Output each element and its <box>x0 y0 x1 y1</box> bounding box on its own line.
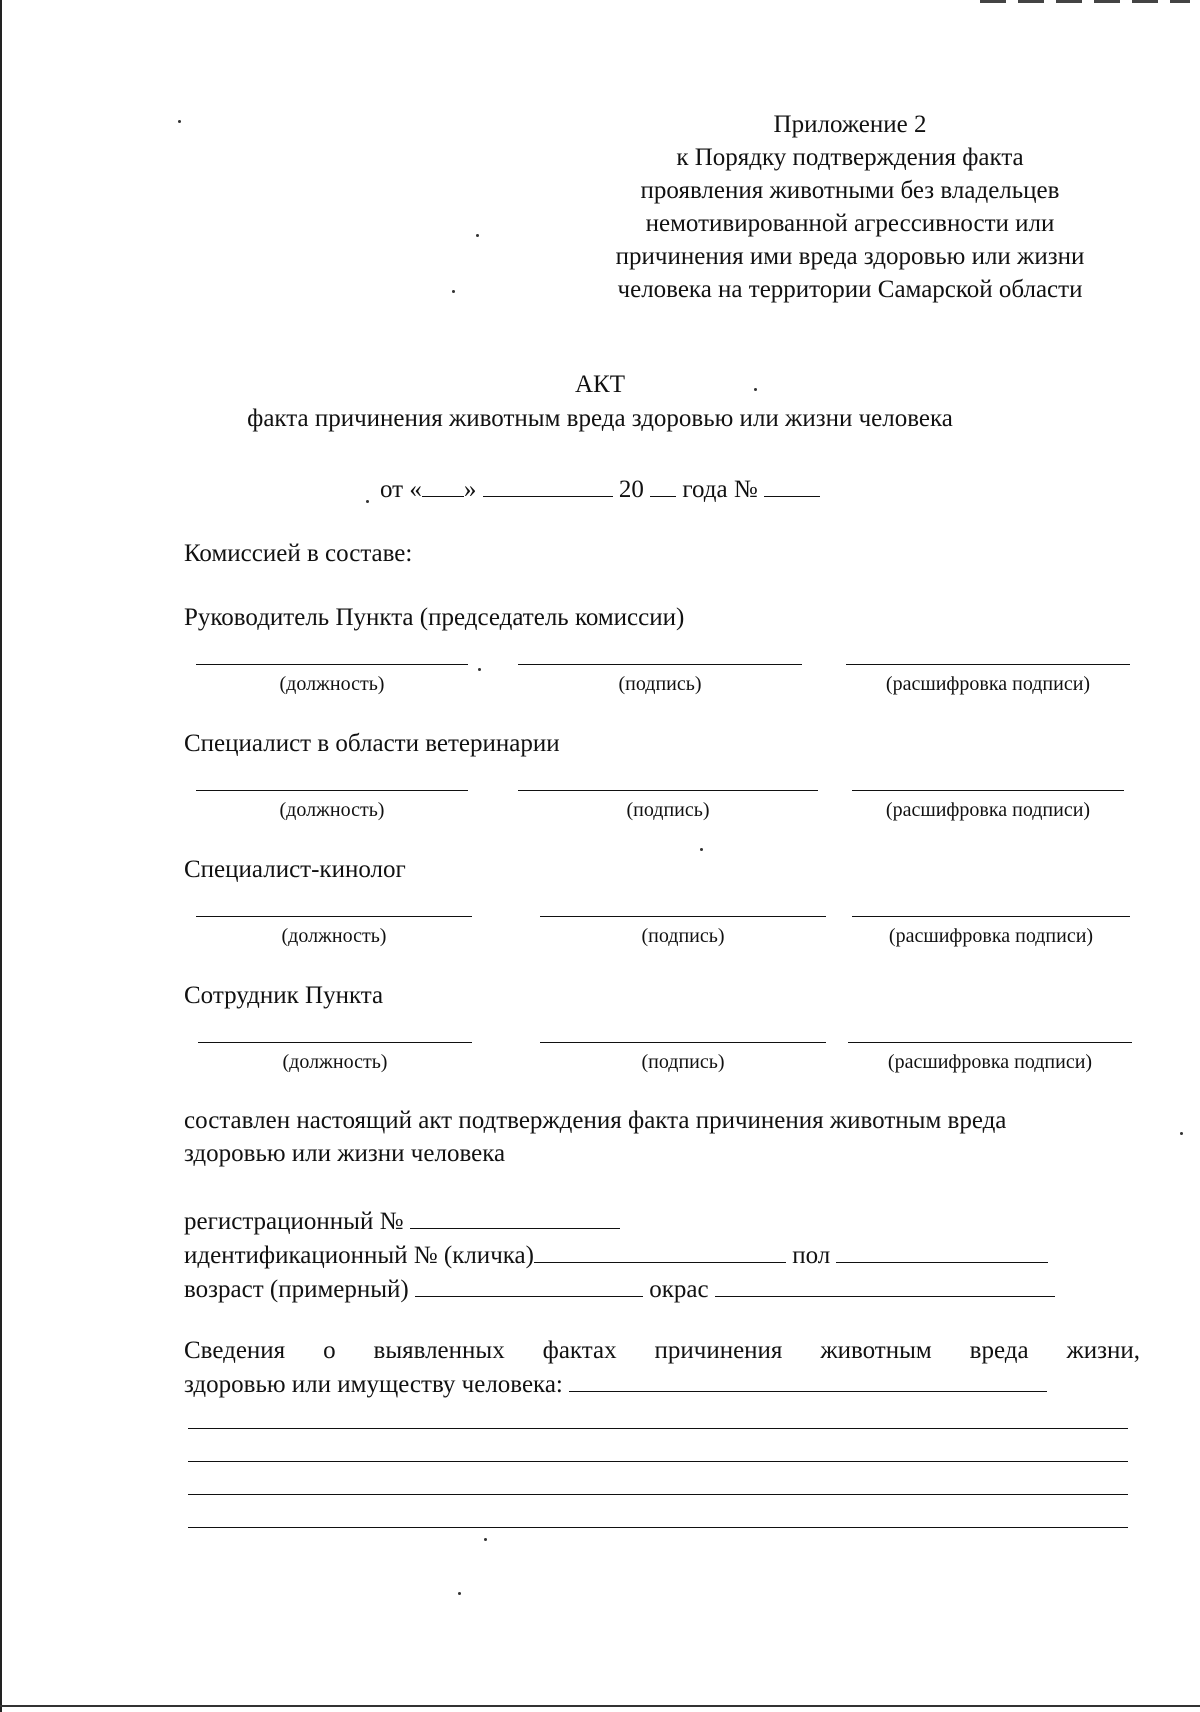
signature-row <box>0 916 1200 956</box>
signature-field[interactable] <box>518 790 818 791</box>
statement-paragraph <box>184 1104 1140 1170</box>
act-title-main: АКТ <box>575 371 625 398</box>
decoding-caption: (расшифровка подписи) <box>885 799 1091 821</box>
scan-speck <box>476 234 479 237</box>
scan-speck <box>1180 1132 1183 1135</box>
date-line <box>0 472 1200 504</box>
decoding-caption: (расшифровка подписи) <box>887 1051 1093 1073</box>
scan-speck <box>452 290 455 293</box>
act-title-sub: факта причинения животным вреда здоровью или жизни человека <box>247 405 953 432</box>
commission-label: Комиссией в составе: <box>184 540 413 567</box>
day-field[interactable] <box>422 472 464 497</box>
decoding-field[interactable] <box>852 916 1130 917</box>
decoding-caption: (расшифровка подписи) <box>885 673 1091 695</box>
reg-number-label: регистрационный № <box>184 1208 404 1235</box>
appendix-line: к Порядку подтверждения факта <box>676 144 1024 171</box>
member-role-chairman: Руководитель Пункта (председатель комиссии) <box>184 604 685 631</box>
decoding-field[interactable] <box>846 664 1130 665</box>
signature-field[interactable] <box>540 1042 826 1043</box>
decoding-field[interactable] <box>852 790 1124 791</box>
blank-line[interactable] <box>188 1429 1128 1462</box>
details-paragraph <box>184 1334 1140 1401</box>
year-prefix: 20 <box>618 476 644 503</box>
scan-speck <box>484 1538 487 1541</box>
position-field[interactable] <box>196 664 468 665</box>
details-line: здоровью или имуществу человека: <box>184 1371 563 1398</box>
sex-field[interactable] <box>836 1238 1048 1263</box>
scan-bottom-edge <box>0 1705 1200 1707</box>
position-caption: (должность) <box>281 925 387 947</box>
signature-field[interactable] <box>518 664 802 665</box>
details-field[interactable] <box>569 1367 1047 1392</box>
signature-caption: (подпись) <box>641 925 725 947</box>
statement-line: составлен настоящий акт подтверждения факта причинения животным вреда <box>184 1107 1007 1134</box>
member-role-employee: Сотрудник Пункта <box>184 982 384 1009</box>
number-label: года № <box>682 476 758 503</box>
member-role-vet: Специалист в области ветеринарии <box>184 730 560 757</box>
position-caption: (должность) <box>279 799 385 821</box>
color-field[interactable] <box>715 1272 1055 1297</box>
date-prefix: от « <box>380 476 422 503</box>
position-field[interactable] <box>196 790 468 791</box>
details-line: Сведения о выявленных фактах причинения животным вреда жизни, <box>184 1337 1140 1364</box>
position-caption: (должность) <box>279 673 385 695</box>
signature-caption: (подпись) <box>641 1051 725 1073</box>
signature-caption: (подпись) <box>618 673 702 695</box>
signature-row <box>0 664 1200 704</box>
position-field[interactable] <box>196 916 472 917</box>
appendix-number: Приложение 2 <box>773 111 927 138</box>
blank-line[interactable] <box>188 1495 1128 1528</box>
member-role-dog-handler: Специалист-кинолог <box>184 856 406 883</box>
appendix-line: немотивированной агрессивности или <box>645 210 1055 237</box>
id-row <box>184 1238 1140 1272</box>
scan-top-edge <box>980 0 1190 3</box>
signature-caption: (подпись) <box>626 799 710 821</box>
appendix-line: человека на территории Самарской области <box>617 276 1083 303</box>
blank-line[interactable] <box>188 1396 1128 1429</box>
position-caption: (должность) <box>282 1051 388 1073</box>
date-quote-close: » <box>463 476 477 503</box>
statement-line: здоровью или жизни человека <box>184 1140 506 1167</box>
decoding-caption: (расшифровка подписи) <box>888 925 1094 947</box>
scan-speck <box>458 1592 461 1595</box>
act-number-field[interactable] <box>764 472 820 497</box>
month-field[interactable] <box>483 472 613 497</box>
age-label: возраст (примерный) <box>184 1276 409 1303</box>
age-row <box>184 1272 1140 1306</box>
reg-number-row <box>184 1204 1140 1238</box>
position-field[interactable] <box>198 1042 472 1043</box>
animal-info <box>184 1204 1140 1306</box>
signature-row <box>0 1042 1200 1082</box>
scan-left-edge <box>0 0 2 1712</box>
sex-label: пол <box>792 1242 831 1269</box>
color-label: окрас <box>649 1276 709 1303</box>
act-title <box>0 368 1200 436</box>
appendix-line: проявления животными без владельцев <box>640 177 1060 204</box>
id-label: идентификационный № (кличка) <box>184 1242 534 1269</box>
blank-line[interactable] <box>188 1462 1128 1495</box>
appendix-header <box>520 108 1180 306</box>
age-field[interactable] <box>415 1272 643 1297</box>
signature-row <box>0 790 1200 830</box>
scan-speck <box>700 848 703 851</box>
id-field[interactable] <box>534 1238 786 1263</box>
scan-speck <box>178 120 181 123</box>
signature-field[interactable] <box>540 916 826 917</box>
reg-number-field[interactable] <box>410 1204 620 1229</box>
year-field[interactable] <box>650 472 676 497</box>
details-blank-lines <box>188 1396 1128 1528</box>
decoding-field[interactable] <box>848 1042 1132 1043</box>
appendix-line: причинения ими вреда здоровью или жизни <box>615 243 1085 270</box>
